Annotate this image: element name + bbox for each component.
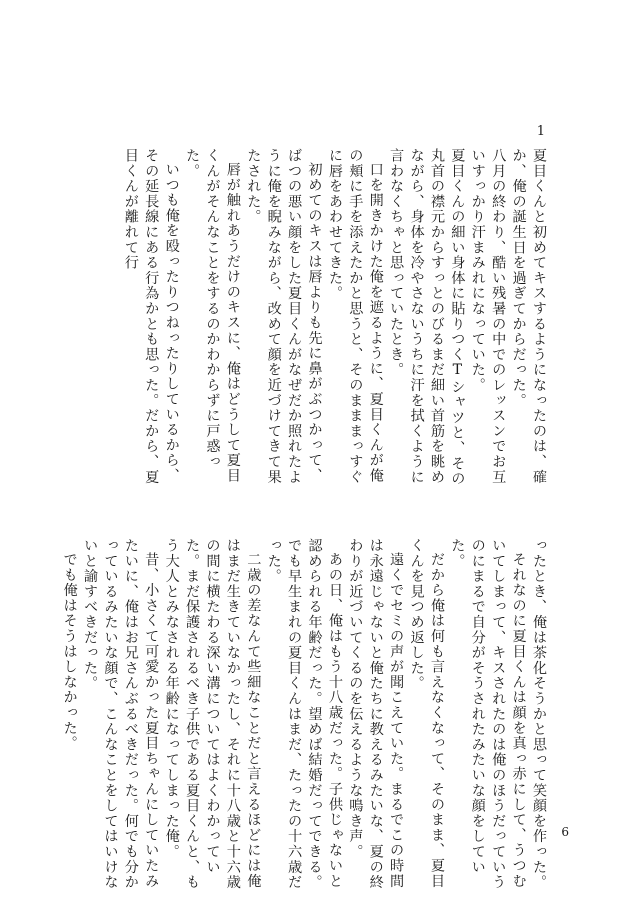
chapter-number: 1 — [536, 124, 545, 139]
paragraph: 夏目くんの細い身体に貼りつくTシャツと、その丸首の襟元からすっとのびるまだ細い首筋を眺めながら、身体を冷やさないうちに汗を拭くように言わなくちゃと思っていたとき。 — [388, 148, 466, 487]
lower-text-block — [59, 538, 549, 895]
paragraph: でも俺はそうはしなかった。 — [61, 552, 78, 752]
paragraph: 八月の終わり、酷い残暑の中でのレッスンでお互いすっかり汗まみれになっていた。 — [469, 148, 507, 485]
paragraph: あの日、俺はもう十八歳だった。子供じゃないと認められる年齢だった。望めば結婚だってできる。でも早生まれの夏目くんはまだ、たったの十六歳だった。 — [265, 538, 343, 890]
paragraph: それなのに夏目くんは顔を真っ赤にして、うつむいてしまって、キスされたのは俺のほうだっていうのにまるで自分がそうされたみたいな顔をしていた。 — [449, 538, 527, 890]
paragraph: いつも俺を殴ったりつねったりしているから、その延長線にある行為かとも思った。だから、夏目くんが離れて行 — [122, 148, 180, 485]
paragraph: 二歳の差なんて些細なことだと言えるほどには俺はまだ生きていなかったし、それに十八歳と十六歳の間に横たわる深い溝についてはよくわかっていた。まだ保護されるべき子供である夏目くんと、もう大人とみなされる年齢になってしまった俺。 — [163, 538, 262, 890]
paragraph: だから俺は何も言えなくなって、そのまま、夏目くんを見つめ返した。 — [408, 538, 445, 889]
paragraph: 昔、小さくて可愛かった夏目ちゃんにしていたみたいに、俺はお兄さんぶるべきだった。何でも分かっているみたいな顔で、こんなことをしてはいけないと諭すべきだった。 — [82, 538, 160, 890]
paragraph: ったとき、俺は茶化そうかと思って笑顔を作った。 — [531, 538, 547, 890]
paragraph: 初めてのキスは唇よりも先に鼻がぶつかって、ばつの悪い顔をした夏目くんがなぜだか照れたように俺を睨みながら、改めて顔を近づけてきて果たされた。 — [245, 148, 323, 485]
paragraph: 夏目くんと初めてキスするようになったのは、確か、俺の誕生日を過ぎてからだった。 — [510, 148, 547, 485]
paragraph: 口を開きかけた俺を遮るように、夏目くんが俺の頬に手を添えたかと思うと、そのまままっすぐに唇をあわせてきた。 — [326, 148, 384, 485]
upper-text-block — [120, 148, 549, 493]
page-number: 6 — [561, 825, 569, 839]
paragraph: 唇が触れあうだけのキスに、俺はどうして夏目くんがそんなことをするのかわからずに戸惑った。 — [184, 148, 241, 484]
paragraph: 遠くでセミの声が聞こえていた。まるでこの時間は永遠じゃないと俺たちに教えるみたいな、夏の終わりが近づいてくるのを伝えるような鳴き声。 — [347, 538, 405, 890]
